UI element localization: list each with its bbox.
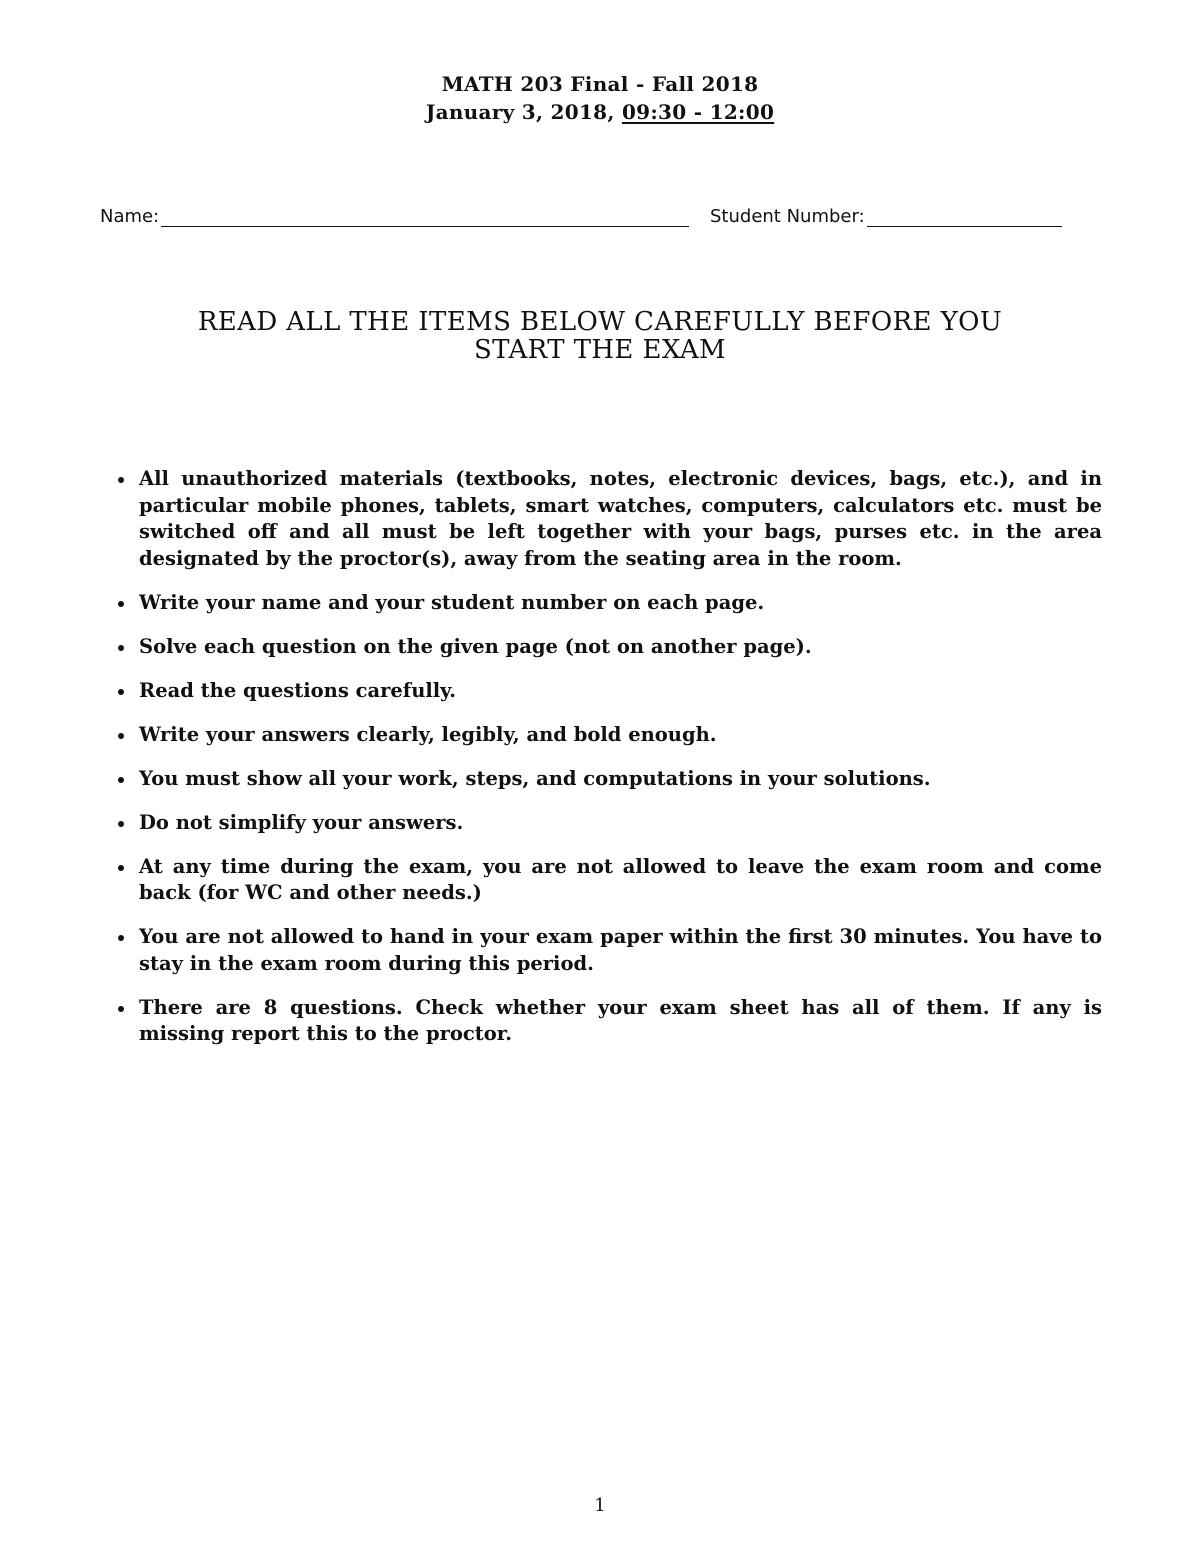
rule-text: You are not allowed to hand in your exam paper within the first 30 minutes. You have to stay in the exam room during this period. bbox=[139, 925, 1102, 975]
exam-time: 09:30 - 12:00 bbox=[621, 100, 775, 124]
list-item bbox=[116, 924, 1102, 977]
student-number-field bbox=[710, 206, 1062, 227]
list-item bbox=[116, 466, 1102, 572]
warning-line-1: READ ALL THE ITEMS BELOW CAREFULLY BEFORE YOU bbox=[197, 307, 1003, 337]
rule-text: Write your answers clearly, legibly, and bold enough. bbox=[139, 722, 717, 746]
exam-header bbox=[0, 70, 1200, 126]
list-item bbox=[116, 854, 1102, 907]
read-carefully-heading bbox=[0, 308, 1200, 364]
identification-row bbox=[100, 206, 1070, 232]
bullet-icon bbox=[118, 865, 124, 871]
rule-text: You must show all your work, steps, and computations in your solutions. bbox=[139, 766, 931, 790]
rule-text: All unauthorized materials (textbooks, notes, electronic devices, bags, etc.), and in particular mobile phones, tablets, smart watches, computers, calculators etc. must be switched off and all must be left together with your bags, purses etc. in the area designated by the proctor(s), away from the seating area in the room. bbox=[139, 467, 1102, 570]
bullet-icon bbox=[118, 821, 124, 827]
page-number: 1 bbox=[594, 1495, 606, 1516]
list-item bbox=[116, 810, 1102, 837]
rule-text: Do not simplify your answers. bbox=[139, 810, 464, 834]
exam-rules-list bbox=[116, 466, 1102, 1065]
name-label: Name: bbox=[100, 206, 160, 227]
list-item bbox=[116, 590, 1102, 617]
bullet-icon bbox=[118, 733, 124, 739]
student-number-blank-line[interactable] bbox=[867, 206, 1062, 227]
bullet-icon bbox=[118, 689, 124, 695]
rule-text: Solve each question on the given page (not on another page). bbox=[139, 634, 812, 658]
list-item bbox=[116, 995, 1102, 1048]
rule-text: Read the questions carefully. bbox=[139, 678, 457, 702]
student-number-label: Student Number: bbox=[710, 206, 865, 227]
exam-date: January 3, 2018, bbox=[425, 100, 622, 124]
list-item bbox=[116, 678, 1102, 705]
name-blank-line[interactable] bbox=[161, 206, 689, 227]
list-item bbox=[116, 722, 1102, 749]
warning-line-2: START THE EXAM bbox=[473, 335, 727, 365]
bullet-icon bbox=[118, 645, 124, 651]
bullet-icon bbox=[118, 601, 124, 607]
exam-date-line bbox=[0, 98, 1200, 126]
name-field bbox=[100, 206, 689, 227]
rule-text: At any time during the exam, you are not allowed to leave the exam room and come back (for WC and other needs.) bbox=[139, 854, 1102, 904]
list-item bbox=[116, 766, 1102, 793]
bullet-icon bbox=[118, 477, 124, 483]
list-item bbox=[116, 634, 1102, 661]
rule-text: There are 8 questions. Check whether your exam sheet has all of them. If any is missing report this to the proctor. bbox=[139, 995, 1102, 1045]
bullet-icon bbox=[118, 777, 124, 783]
bullet-icon bbox=[118, 1006, 124, 1012]
exam-title: MATH 203 Final - Fall 2018 bbox=[441, 72, 759, 96]
bullet-icon bbox=[118, 935, 124, 941]
rule-text: Write your name and your student number on each page. bbox=[139, 590, 765, 614]
